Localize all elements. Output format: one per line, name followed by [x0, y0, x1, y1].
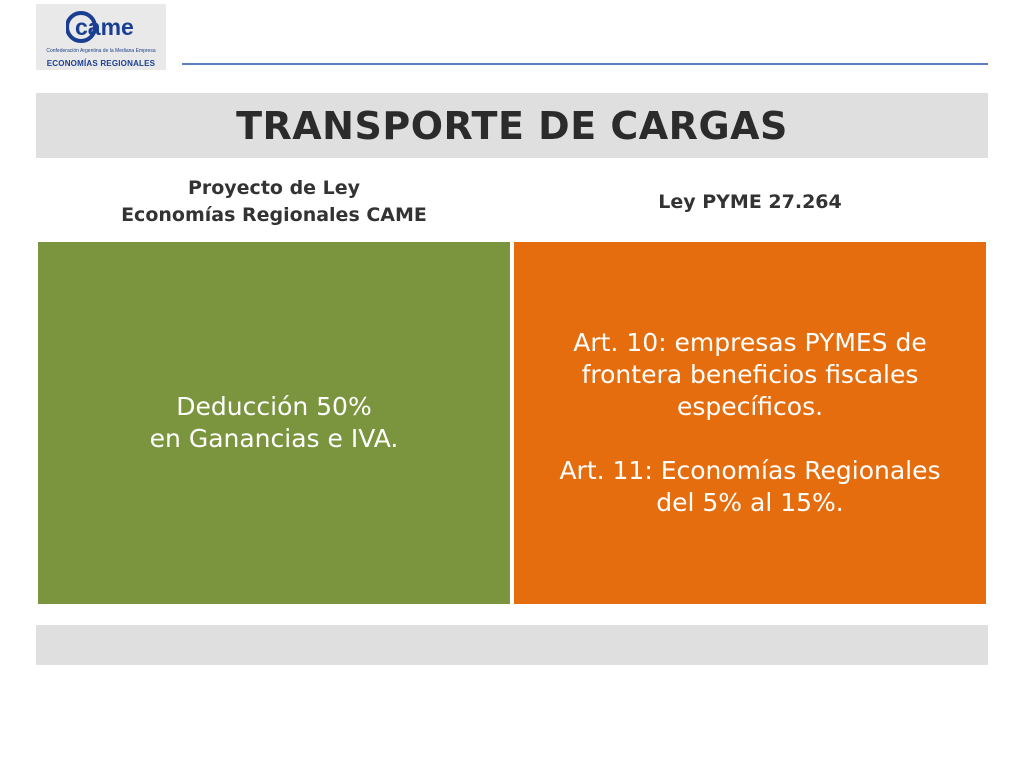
came-logo: [36, 4, 166, 70]
left-body-line-2: en Ganancias e IVA.: [149, 424, 399, 453]
title-band: [36, 93, 988, 158]
left-column-header: [36, 172, 512, 232]
left-green-panel: [38, 242, 510, 604]
logo-section-label: ECONOMÍAS REGIONALES: [46, 59, 156, 68]
left-header-line-2: Economías Regionales CAME: [121, 204, 427, 226]
right-header-label: Ley PYME 27.264: [658, 190, 842, 213]
right-body-line-5: del 5% al 15%.: [656, 488, 844, 517]
left-header-line-1: Proyecto de Ley: [187, 177, 361, 199]
footer-band: [36, 625, 988, 665]
header-rule: [182, 63, 988, 65]
right-body-line-1: Art. 10: empresas PYMES de: [573, 328, 927, 357]
right-orange-panel: [514, 242, 986, 604]
slide-title: TRANSPORTE DE CARGAS: [236, 103, 788, 148]
right-body-line-4: Art. 11: Economías Regionales: [559, 456, 941, 485]
right-body-line-3: específicos.: [676, 392, 824, 421]
right-body-line-2: frontera beneficios fiscales: [581, 360, 919, 389]
came-logo-mark: [66, 10, 136, 44]
came-logo-wordmark: came: [75, 14, 134, 40]
left-body-line-1: Deducción 50%: [176, 392, 372, 421]
logo-tagline: Confederación Argentina de la Mediana Empresa: [46, 48, 156, 54]
right-column-header: [512, 172, 988, 232]
